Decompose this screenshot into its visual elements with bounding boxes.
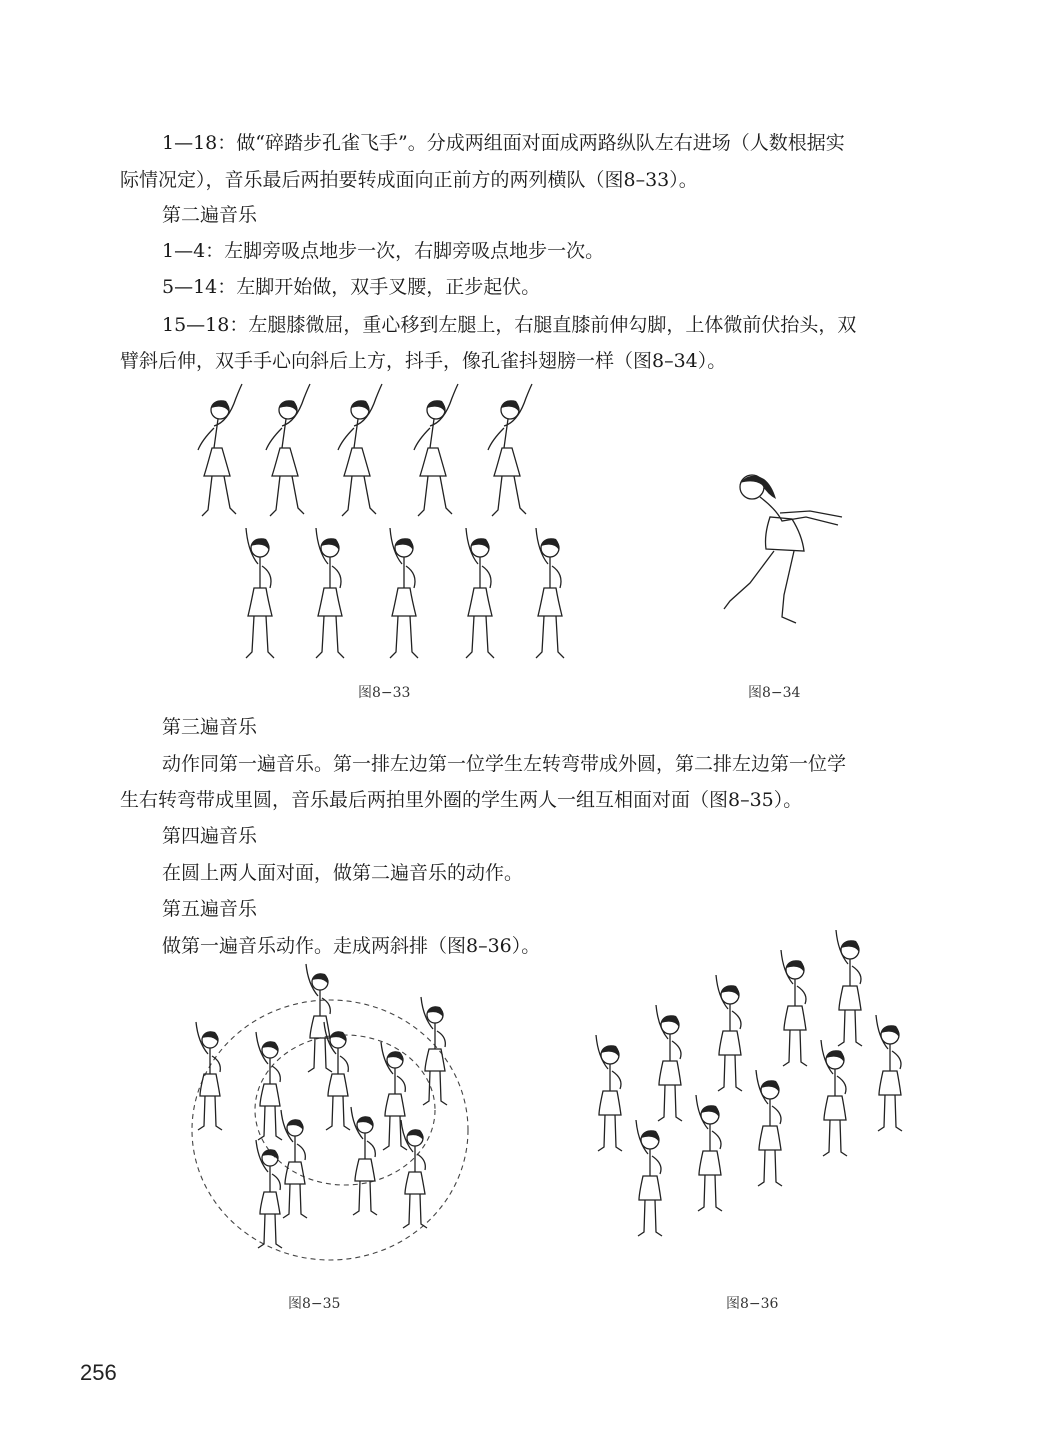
paragraph-5-line-1: 动作同第一遍音乐。第一排左边第一位学生左转弯带成外圆，第二排左边第一位学 — [162, 753, 847, 775]
paragraph-4-line-1: 15—18：左腿膝微屈，重心移到左腿上，右腿直膝前伸勾脚，上体微前伏抬头，双 — [162, 314, 857, 336]
heading-fifth-music: 第五遍音乐 — [162, 898, 258, 920]
paragraph-6: 在圆上两人面对面，做第二遍音乐的动作。 — [162, 862, 524, 884]
figure-8-34-caption: 图8−34 — [748, 685, 801, 701]
figure-8-35-illustration — [170, 960, 480, 1275]
paragraph-1-line-1: 1—18：做“碎踏步孔雀飞手”。分成两组面对面成两路纵队左右进场（人数根据实 — [162, 132, 845, 154]
paragraph-4-line-2: 臂斜后伸，双手手心向斜后上方，抖手，像孔雀抖翅膀一样（图8–34）。 — [120, 350, 727, 372]
figure-8-33-caption: 图8−33 — [358, 685, 411, 701]
figure-8-36-caption: 图8−36 — [726, 1296, 779, 1312]
figure-8-36-illustration — [580, 925, 920, 1270]
paragraph-5-line-2: 生右转弯带成里圆，音乐最后两拍里外圈的学生两人一组互相面对面（图8–35）。 — [120, 789, 803, 811]
paragraph-7: 做第一遍音乐动作。走成两斜排（图8–36）。 — [162, 935, 541, 957]
paragraph-1-line-2: 际情况定），音乐最后两拍要转成面向正前方的两列横队（图8–33）。 — [120, 169, 698, 191]
page-number: 256 — [80, 1360, 117, 1385]
figure-8-34-illustration — [710, 465, 850, 635]
paragraph-2: 1—4：左脚旁吸点地步一次，右脚旁吸点地步一次。 — [162, 240, 605, 262]
heading-second-music: 第二遍音乐 — [162, 204, 258, 226]
heading-fourth-music: 第四遍音乐 — [162, 825, 258, 847]
heading-third-music: 第三遍音乐 — [162, 716, 258, 738]
figure-8-35-caption: 图8−35 — [288, 1296, 341, 1312]
paragraph-3: 5—14：左脚开始做，双手叉腰，正步起伏。 — [162, 276, 541, 298]
figure-8-33-illustration — [180, 380, 600, 670]
